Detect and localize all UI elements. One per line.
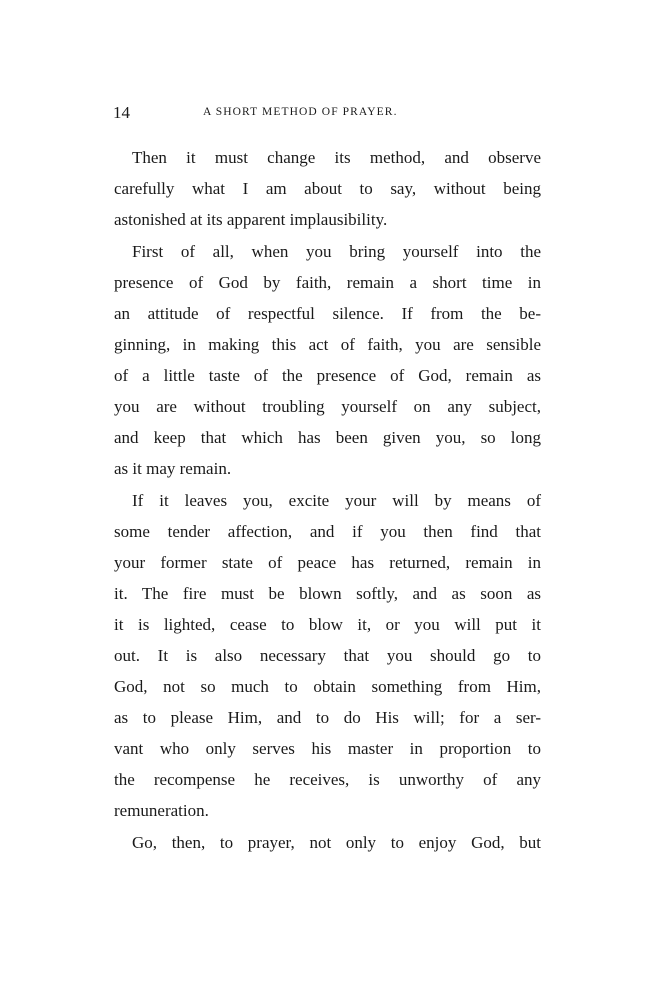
text-line: some tender affection, and if you then find that	[114, 522, 541, 541]
text-line: as it may remain.	[114, 459, 232, 478]
text-line: out. It is also necessary that you should go to	[114, 646, 541, 665]
text-line: ginning, in making this act of faith, you are sensible	[114, 335, 541, 354]
text-line: Go, then, to prayer, not only to enjoy God, but	[132, 833, 541, 852]
text-line: as to please Him, and to do His will; for a ser-	[114, 708, 541, 727]
page-header	[113, 103, 543, 127]
text-line: of a little taste of the presence of God, remain as	[114, 366, 541, 385]
text-line: presence of God by faith, remain a short time in	[114, 273, 541, 292]
text-line: it is lighted, cease to blow it, or you will put it	[114, 615, 541, 634]
text-line: Then it must change its method, and observe	[132, 148, 541, 167]
page-number: 14	[113, 103, 130, 122]
text-line: vant who only serves his master in proportion to	[114, 739, 541, 758]
text-line: and keep that which has been given you, so long	[114, 428, 541, 447]
text-line: your former state of peace has returned, remain in	[114, 553, 541, 572]
running-title: A SHORT METHOD OF PRAYER.	[203, 106, 398, 118]
text-line: carefully what I am about to say, without being	[114, 179, 541, 198]
text-line: the recompense he receives, is unworthy of any	[114, 770, 541, 789]
body-text	[114, 142, 541, 858]
text-line: First of all, when you bring yourself into the	[132, 242, 541, 261]
text-line: an attitude of respectful silence. If from the be-	[114, 304, 541, 323]
text-line: If it leaves you, excite your will by means of	[132, 491, 541, 510]
text-line: God, not so much to obtain something from Him,	[114, 677, 541, 696]
text-line: astonished at its apparent implausibility.	[114, 210, 388, 229]
text-line: you are without troubling yourself on any subject,	[114, 397, 541, 416]
text-line: remuneration.	[114, 801, 209, 820]
text-line: it. The fire must be blown softly, and as soon as	[114, 584, 541, 603]
